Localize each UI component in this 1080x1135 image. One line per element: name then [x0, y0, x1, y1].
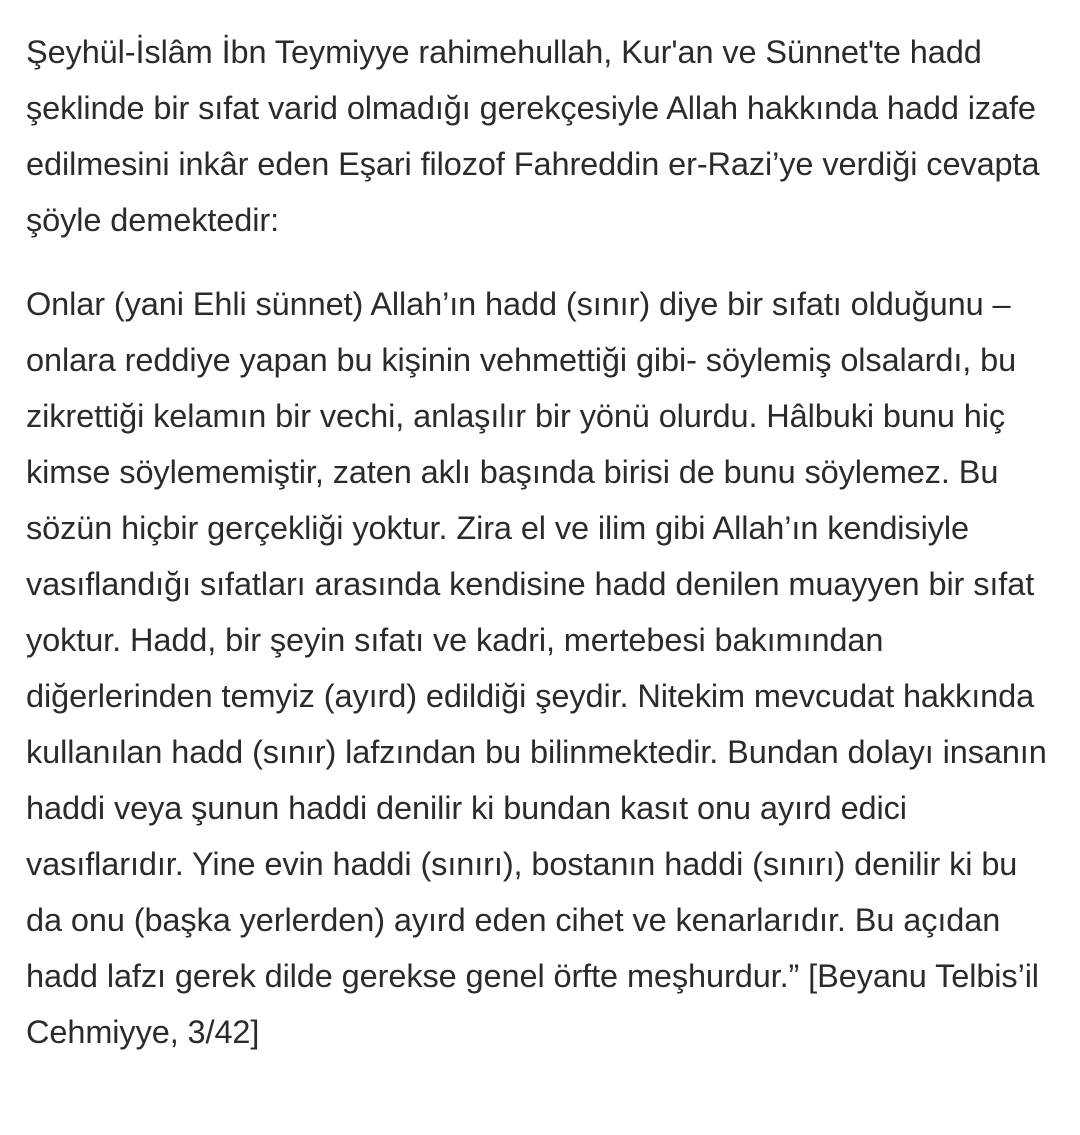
intro-paragraph: Şeyhül-İslâm İbn Teymiyye rahimehullah, Kur'an ve Sünnet'te hadd şeklinde bir sıfat varid olmadığı gerekçesiyle Allah hakkında hadd izafe edilmesini inkâr eden Eşari filozof Fahreddin er-Razi’ye verdiği cevapta şöyle demektedir: [26, 34, 1049, 238]
quote-paragraph: Onlar (yani Ehli sünnet) Allah’ın hadd (sınır) diye bir sıfatı olduğunu –onlara reddiye yapan bu kişinin vehmettiği gibi- söylemiş olsalardı, bu zikrettiği kelamın bir vechi, anlaşılır bir yönü olurdu. Hâlbuki bunu hiç kimse söylememiştir, zaten aklı başında birisi de bunu söylemez. Bu sözün hiçbir gerçekliği yoktur. Zira el ve ilim gibi Allah’ın kendisiyle vasıflandığı sıfatları arasında kendisine hadd denilen muayyen bir sıfat yoktur. Hadd, bir şeyin sıfatı ve kadri, mertebesi bakımından diğerlerinden temyiz (ayırd) edildiği şeydir. Nitekim mevcudat hakkında kullanılan hadd (sınır) lafzından bu bilinmektedir. Bundan dolayı insanın haddi veya şunun haddi denilir ki bundan kasıt onu ayırd edici vasıflarıdır. Yine evin haddi (sınırı), bostanın haddi (sınırı) denilir ki bu da onu (başka yerlerden) ayırd eden cihet ve kenarlarıdır. Bu açıdan hadd lafzı gerek dilde gerekse genel örfte meşhurdur.” [Beyanu Telbis’il Cehmiyye, 3/42] [26, 286, 1056, 1050]
